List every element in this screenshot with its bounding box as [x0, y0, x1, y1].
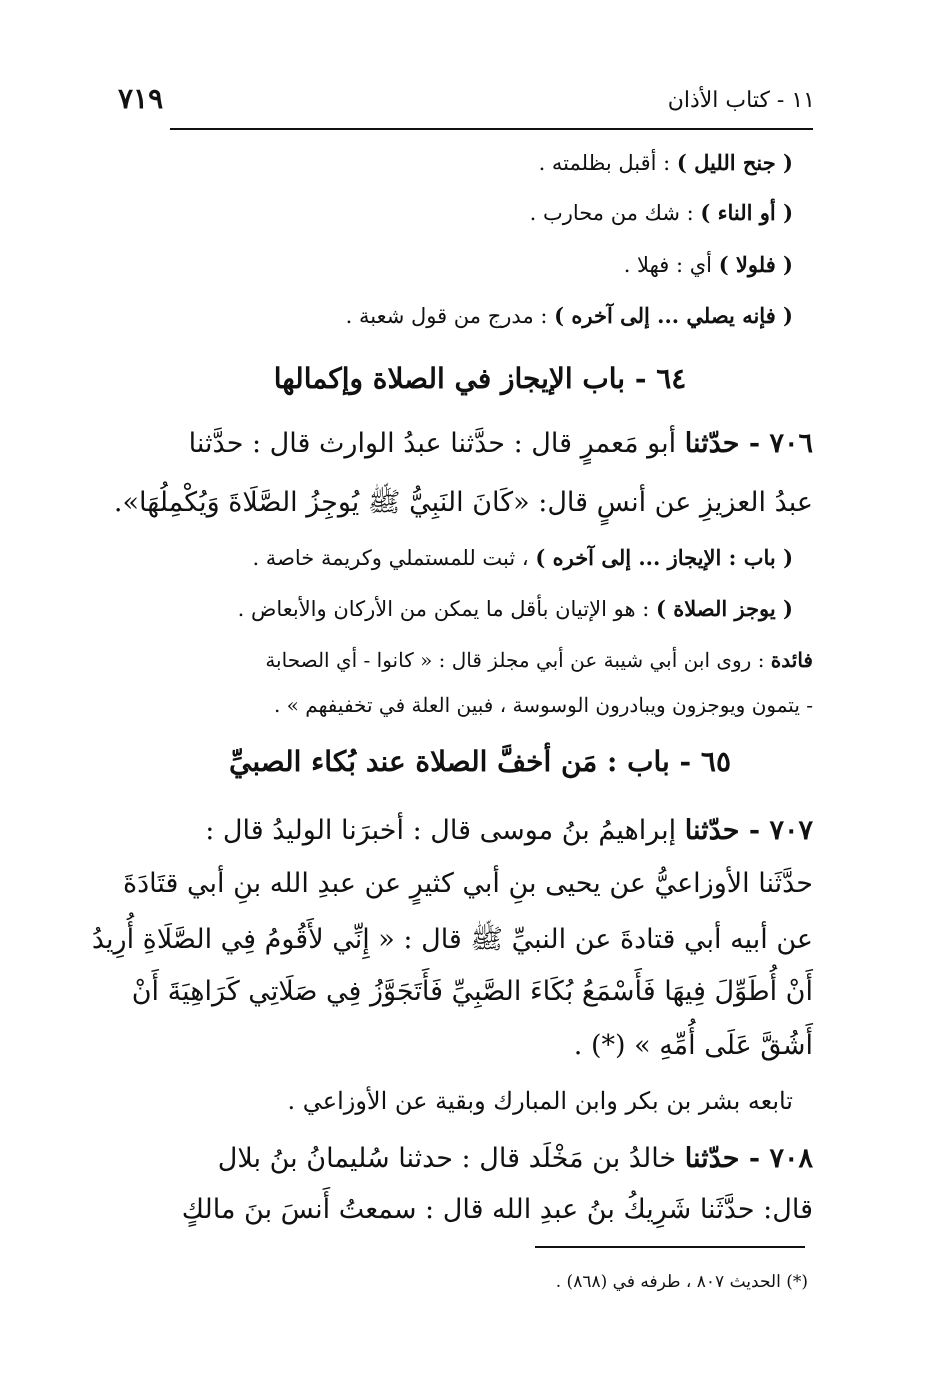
benefit-label: فائدة: [770, 648, 813, 672]
hadith-708-line: [218, 1143, 813, 1174]
hadith-number: ٧٠٨ - حدّثنا: [684, 1143, 813, 1174]
page-number: ٧١٩: [118, 82, 164, 115]
note-line: [539, 150, 793, 175]
note-term: ( فإنه يصلي ... إلى آخره ): [554, 303, 793, 328]
hadith-text: إبراهيمُ بنُ موسى قال : أخبرَنا الوليدُ قال :: [205, 815, 685, 846]
note-text: : شك من محارب .: [529, 201, 701, 225]
benefit-text: : روى ابن أبي شيبة عن أبي مجلز قال : « كانوا - أي الصحابة: [265, 648, 771, 672]
note-text: أي : فهلا .: [623, 253, 719, 277]
benefit-line: - يتمون ويوجزون ويبادرون الوسوسة ، فبين العلة في تخفيفهم » .: [273, 693, 813, 717]
note-text: : مدرج من قول شعبة .: [345, 304, 555, 328]
note-text: : أقبل بظلمته .: [538, 151, 677, 175]
benefit-line: [265, 648, 813, 672]
note-line: [346, 303, 793, 328]
hadith-707-line: [205, 815, 813, 846]
note-line: [238, 596, 793, 621]
header-rule: [170, 128, 813, 130]
hadith-number: ٧٠٧ - حدّثنا: [684, 815, 813, 846]
note-line: [624, 252, 793, 277]
footnote: (*) الحديث ٨٠٧ ، طرفه في (٨٦٨) .: [555, 1272, 808, 1292]
note-term: ( باب : الإيجاز ... إلى آخره ): [535, 545, 793, 570]
hadith-text: أبو مَعمرٍ قال : حدَّثنا عبدُ الوارث قال : حدَّثنا: [188, 428, 685, 459]
chapter-65-heading: ٦٥ - باب : مَن أخفَّ الصلاة عند بُكاء الصبيِّ: [229, 745, 731, 778]
note-text: ، ثبت للمستملي وكريمة خاصة .: [252, 546, 536, 570]
note-line: [530, 200, 793, 225]
hadith-707-line: أَشُقَّ عَلَى أُمِّهِ » (*) .: [573, 1030, 813, 1061]
note-line: [252, 545, 793, 570]
note-term: ( جنح الليل ): [676, 150, 793, 175]
chapter-header: ١١ - كتاب الأذان: [667, 88, 815, 113]
hadith-707-line: أَنْ أُطَوِّلَ فِيهَا فَأَسْمَعُ بُكَاءَ الصَّبِيِّ فَأَتَجَوَّزُ فِي صَلَاتِي كَرَاهِيَةَ أَنْ: [131, 976, 813, 1007]
footnote-rule: [535, 1246, 805, 1248]
hadith-text: خالدُ بن مَخْلَد قال : حدثنا سُليمانُ بنُ بلال: [217, 1143, 685, 1174]
follow-up-line: تابعه بشر بن بكر وابن المبارك وبقية عن الأوزاعي .: [287, 1087, 793, 1115]
hadith-706-line: عبدُ العزيزِ عن أنسٍ قال: «كَانَ النَبِيُّ ﷺ يُوجِزُ الصَّلَاةَ وَيُكْمِلُهَا».: [113, 487, 813, 518]
hadith-706-line: [189, 428, 813, 459]
note-term: ( يوجز الصلاة ): [655, 596, 793, 621]
hadith-707-line: عن أبيه أبي قتادةَ عن النبيِّ ﷺ قال : « إِنِّي لأَقُومُ فِي الصَّلَاةِ أُرِيدُ: [91, 924, 813, 955]
hadith-707-line: حدَّثَنا الأوزاعيُّ عن يحيى بنِ أبي كثيرٍ عن عبدِ الله بنِ أبي قتَادَةَ: [122, 868, 813, 899]
hadith-number: ٧٠٦ - حدّثنا: [684, 428, 813, 459]
note-text: : هو الإتيان بأقل ما يمكن من الأركان والأبعاض .: [237, 597, 656, 621]
note-term: ( أو الناء ): [700, 200, 793, 225]
chapter-64-heading: ٦٤ - باب الإيجاز في الصلاة وإكمالها: [273, 362, 687, 395]
hadith-708-line: قال: حدَّثَنا شَرِيكُ بنُ عبدِ الله قال : سمعتُ أَنسَ بنَ مالكٍ: [181, 1194, 813, 1225]
note-term: ( فلولا ): [718, 252, 793, 277]
